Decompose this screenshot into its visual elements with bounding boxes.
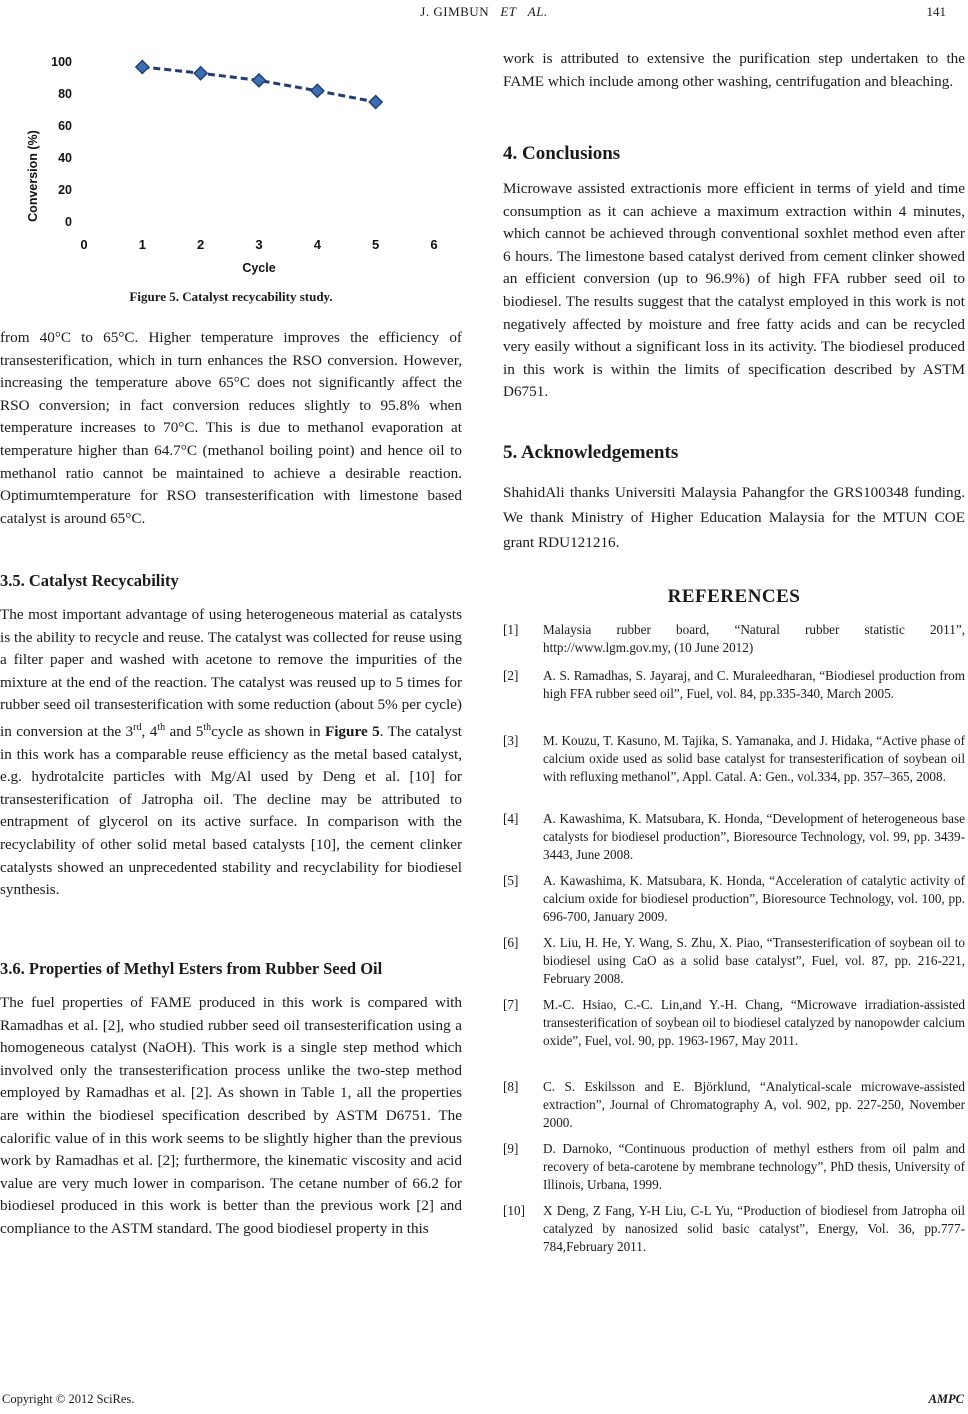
data-point-marker bbox=[253, 74, 266, 87]
y-tick-label: 0 bbox=[65, 215, 72, 229]
reference-item bbox=[503, 732, 965, 787]
para2-text-e: . The catalyst in this work has a comparable reuse efficiency as the metal based catalyst, e.g. hydrotalcite particles with Mg/Al used by Deng et al. [10] for transesterification of Jatropha oil. The decline may be attributed to entrapment of glycerol on its active surface. In comparison with the recyclability of other solid metal based catalysts [10], the cement clinker catalysts showed an unprecedented stability and recyclability for biodiesel synthesis. bbox=[0, 723, 463, 899]
header-al: AL. bbox=[527, 4, 548, 19]
footer-journal: AMPC bbox=[928, 1392, 964, 1406]
reference-number: [2] bbox=[503, 668, 519, 683]
x-tick-label: 4 bbox=[313, 237, 321, 252]
x-tick-label: 0 bbox=[80, 237, 88, 252]
paragraph-recycability bbox=[0, 604, 462, 902]
reference-item bbox=[503, 934, 965, 989]
reference-number: [10] bbox=[503, 1203, 525, 1218]
section-heading-3-6: 3.6. Properties of Methyl Esters from Rubber Seed Oil bbox=[0, 959, 383, 978]
paragraph-conclusions: Microwave assisted extractionis more efficient in terms of yield and time consumption as it can achieve a maximum extraction within 4 minutes, which cannot be achieved through conventional soxhlet method even after 6 hours. The limestone based catalyst derived from cement clinker showed an efficient conversion (up to 96.9%) of high FFA rubber seed oil to biodiesel. The results suggest that the catalyst employed in this work is not negatively affected by moisture and free fatty acids and can be recycled very easily without a significant loss in its activity. The biodiesel produced in this work is within the limits of specification described by ASTM D6751. bbox=[503, 180, 965, 401]
reference-text: A. Kawashima, K. Matsubara, K. Honda, “Development of heterogeneous base catalysts for biodiesel production”, Bioresource Technology, vol. 99, pp. 3439-3443, June 2008. bbox=[543, 811, 965, 863]
reference-number: [7] bbox=[503, 997, 519, 1012]
section-heading-conclusions: 4. Conclusions bbox=[503, 143, 621, 164]
y-tick-label: 40 bbox=[58, 151, 72, 165]
reference-text: M. Kouzu, T. Kasuno, M. Tajika, S. Yamanaka, and J. Hidaka, “Active phase of calcium oxide used as solid base catalyst for transesterification of soybean oil with refluxing methanol”, Appl. Catal. A: Gen., vol.334, pp. 357–365, 2008. bbox=[543, 733, 965, 785]
reference-number: [3] bbox=[503, 733, 519, 748]
reference-number: [4] bbox=[503, 811, 519, 826]
x-tick-label: 6 bbox=[430, 237, 438, 252]
running-header bbox=[0, 4, 968, 20]
reference-number: [5] bbox=[503, 873, 519, 888]
section-heading-3-5: 3.5. Catalyst Recycability bbox=[0, 571, 179, 590]
page-number: 141 bbox=[926, 4, 946, 19]
sup-th-2: th bbox=[203, 721, 212, 733]
y-tick-label: 100 bbox=[51, 55, 72, 69]
reference-text: Malaysia rubber board, “Natural rubber statistic 2011”, http://www.lgm.gov.my, (10 June 2012) bbox=[543, 622, 965, 656]
reference-text: M.-C. Hsiao, C.-C. Lin,and Y.-H. Chang, “Microwave irradiation-assisted transesterification of soybean oil to biodiesel catalyzed by nanopowder calcium oxide”, Fuel, vol. 90, pp. 1963-1967, May 2011. bbox=[543, 997, 965, 1049]
paragraph-purification: work is attributed to extensive the purification step undertaken to the FAME which include among other washing, centrifugation and bleaching. bbox=[503, 50, 965, 90]
data-point-marker bbox=[136, 60, 149, 73]
reference-item bbox=[503, 667, 965, 703]
reference-number: [1] bbox=[503, 622, 519, 637]
reference-item bbox=[503, 1140, 965, 1195]
para2-text-c: and 5 bbox=[165, 723, 204, 741]
para2-text-a: The most important advantage of using heterogeneous material as catalysts is the ability to recycle and reuse. The catalyst was collected for reuse using a filter paper and washed with acetone to remove the impurities of the mixture at the end of the reaction. The catalyst was reused up to 5 times for rubber seed oil transesterification with some reduction (about 5% per cycle) in conversion at the 3 bbox=[0, 606, 462, 741]
reference-item bbox=[503, 1078, 965, 1133]
section-heading-acknowledgements: 5. Acknowledgements bbox=[503, 442, 679, 463]
figure-5-reference: Figure 5 bbox=[324, 723, 380, 741]
reference-item bbox=[503, 996, 965, 1051]
paragraph-acknowledgements: ShahidAli thanks Universiti Malaysia Pahangfor the GRS100348 funding. We thank Ministry of Higher Education Malaysia for the MTUN COE grant RDU121216. bbox=[503, 484, 965, 551]
reference-number: [8] bbox=[503, 1079, 519, 1094]
data-point-marker bbox=[311, 84, 324, 97]
reference-text: C. S. Eskilsson and E. Björklund, “Analytical-scale microwave-assisted extraction”, Journal of Chromatography A, vol. 902, pp. 227-250, November 2000. bbox=[543, 1079, 965, 1131]
x-tick-label: 1 bbox=[138, 237, 146, 252]
chart-markers bbox=[136, 60, 382, 108]
y-tick-label: 60 bbox=[58, 119, 72, 133]
reference-item bbox=[503, 872, 965, 927]
reference-text: D. Darnoko, “Continuous production of methyl esthers from oil palm and recovery of beta-carotene by membrane technology”, PhD thesis, University of Illinois, Urbana, 1999. bbox=[543, 1141, 965, 1193]
reference-text: X. Liu, H. He, Y. Wang, S. Zhu, X. Piao, “Transesterification of soybean oil to biodiesel using CaO as a solid base catalyst”, Fuel, vol. 87, pp. 216-221, February 2008. bbox=[543, 935, 965, 987]
y-tick-label: 80 bbox=[58, 87, 72, 101]
figure-caption: Figure 5. Catalyst recycability study. bbox=[129, 289, 333, 304]
reference-text: A. Kawashima, K. Matsubara, K. Honda, “Acceleration of catalytic activity of calcium oxide for biodiesel production”, Bioresource Technology, vol. 100, pp. 696-700, January 2009. bbox=[543, 873, 965, 925]
chart-x-axis-label: Cycle bbox=[242, 261, 276, 275]
header-authors: J. GIMBUN bbox=[420, 4, 490, 19]
references-heading: REFERENCES bbox=[667, 586, 801, 607]
footer-copyright: Copyright © 2012 SciRes. bbox=[2, 1392, 135, 1406]
paragraph-temperature: from 40°C to 65°C. Higher temperature improves the efficiency of transesterification, which in turn enhances the RSO conversion. However, increasing the temperature above 65°C does not significantly affect the RSO conversion; in fact conversion reduces slightly to 95.8% when temperature increases to 70°C. This is due to methanol evaporation at temperature higher than 64.7°C (methanol boiling point) and hence oil to methanol ratio cannot be maintained to achieve a desirable reaction. Optimumtemperature for RSO transesterification with limestone based catalyst is around 65°C. bbox=[0, 329, 462, 527]
data-point-marker bbox=[194, 67, 207, 80]
reference-item bbox=[503, 621, 965, 657]
data-point-marker bbox=[369, 96, 382, 109]
reference-number: [6] bbox=[503, 935, 519, 950]
reference-item bbox=[503, 810, 965, 865]
x-tick-label: 5 bbox=[372, 237, 380, 252]
para2-text-b: , 4 bbox=[141, 723, 158, 741]
para2-text-d: cycle as shown in bbox=[211, 723, 325, 741]
x-tick-label: 2 bbox=[197, 237, 205, 252]
sup-th-1: th bbox=[157, 721, 166, 733]
header-et: ET bbox=[500, 4, 517, 19]
figure-5-chart bbox=[20, 48, 460, 280]
reference-text: A. S. Ramadhas, S. Jayaraj, and C. Muraleedharan, “Biodiesel production from high FFA rubber seed oil”, Fuel, vol. 84, pp.335-340, March 2005. bbox=[543, 668, 965, 702]
reference-number: [9] bbox=[503, 1141, 519, 1156]
y-tick-label: 20 bbox=[58, 183, 72, 197]
paragraph-properties: The fuel properties of FAME produced in this work is compared with Ramadhas et al. [2], who studied rubber seed oil transesterification using a homogeneous catalyst (NaOH). This work is a single step method which involved only the transesterification process unlike the two-step method employed by Ramadhas et al. [2]. As shown in Table 1, all the properties are within the biodiesel specification described by ASTM D6751. The calorific value of in this work seems to be slightly higher than the previous work by Ramadhas et al. [2]; furthermore, the kinematic viscosity and acid value are very much lower in comparison. The cetane number of 66.2 for biodiesel produced in this work is better than the previous work [2] and compliance to the ASTM standard. The good biodiesel property in this bbox=[0, 994, 462, 1237]
chart-y-axis-label: Conversion (%) bbox=[26, 130, 40, 222]
reference-text: X Deng, Z Fang, Y-H Liu, C-L Yu, “Production of biodiesel from Jatropha oil catalyzed by nanosized solid basic catalyst”, Energy, Vol. 36, pp.777-784,February 2011. bbox=[543, 1203, 965, 1255]
chart-tick-labels bbox=[51, 55, 437, 252]
x-tick-label: 3 bbox=[255, 237, 263, 252]
sup-rd: rd bbox=[133, 721, 142, 733]
reference-item bbox=[503, 1202, 965, 1257]
